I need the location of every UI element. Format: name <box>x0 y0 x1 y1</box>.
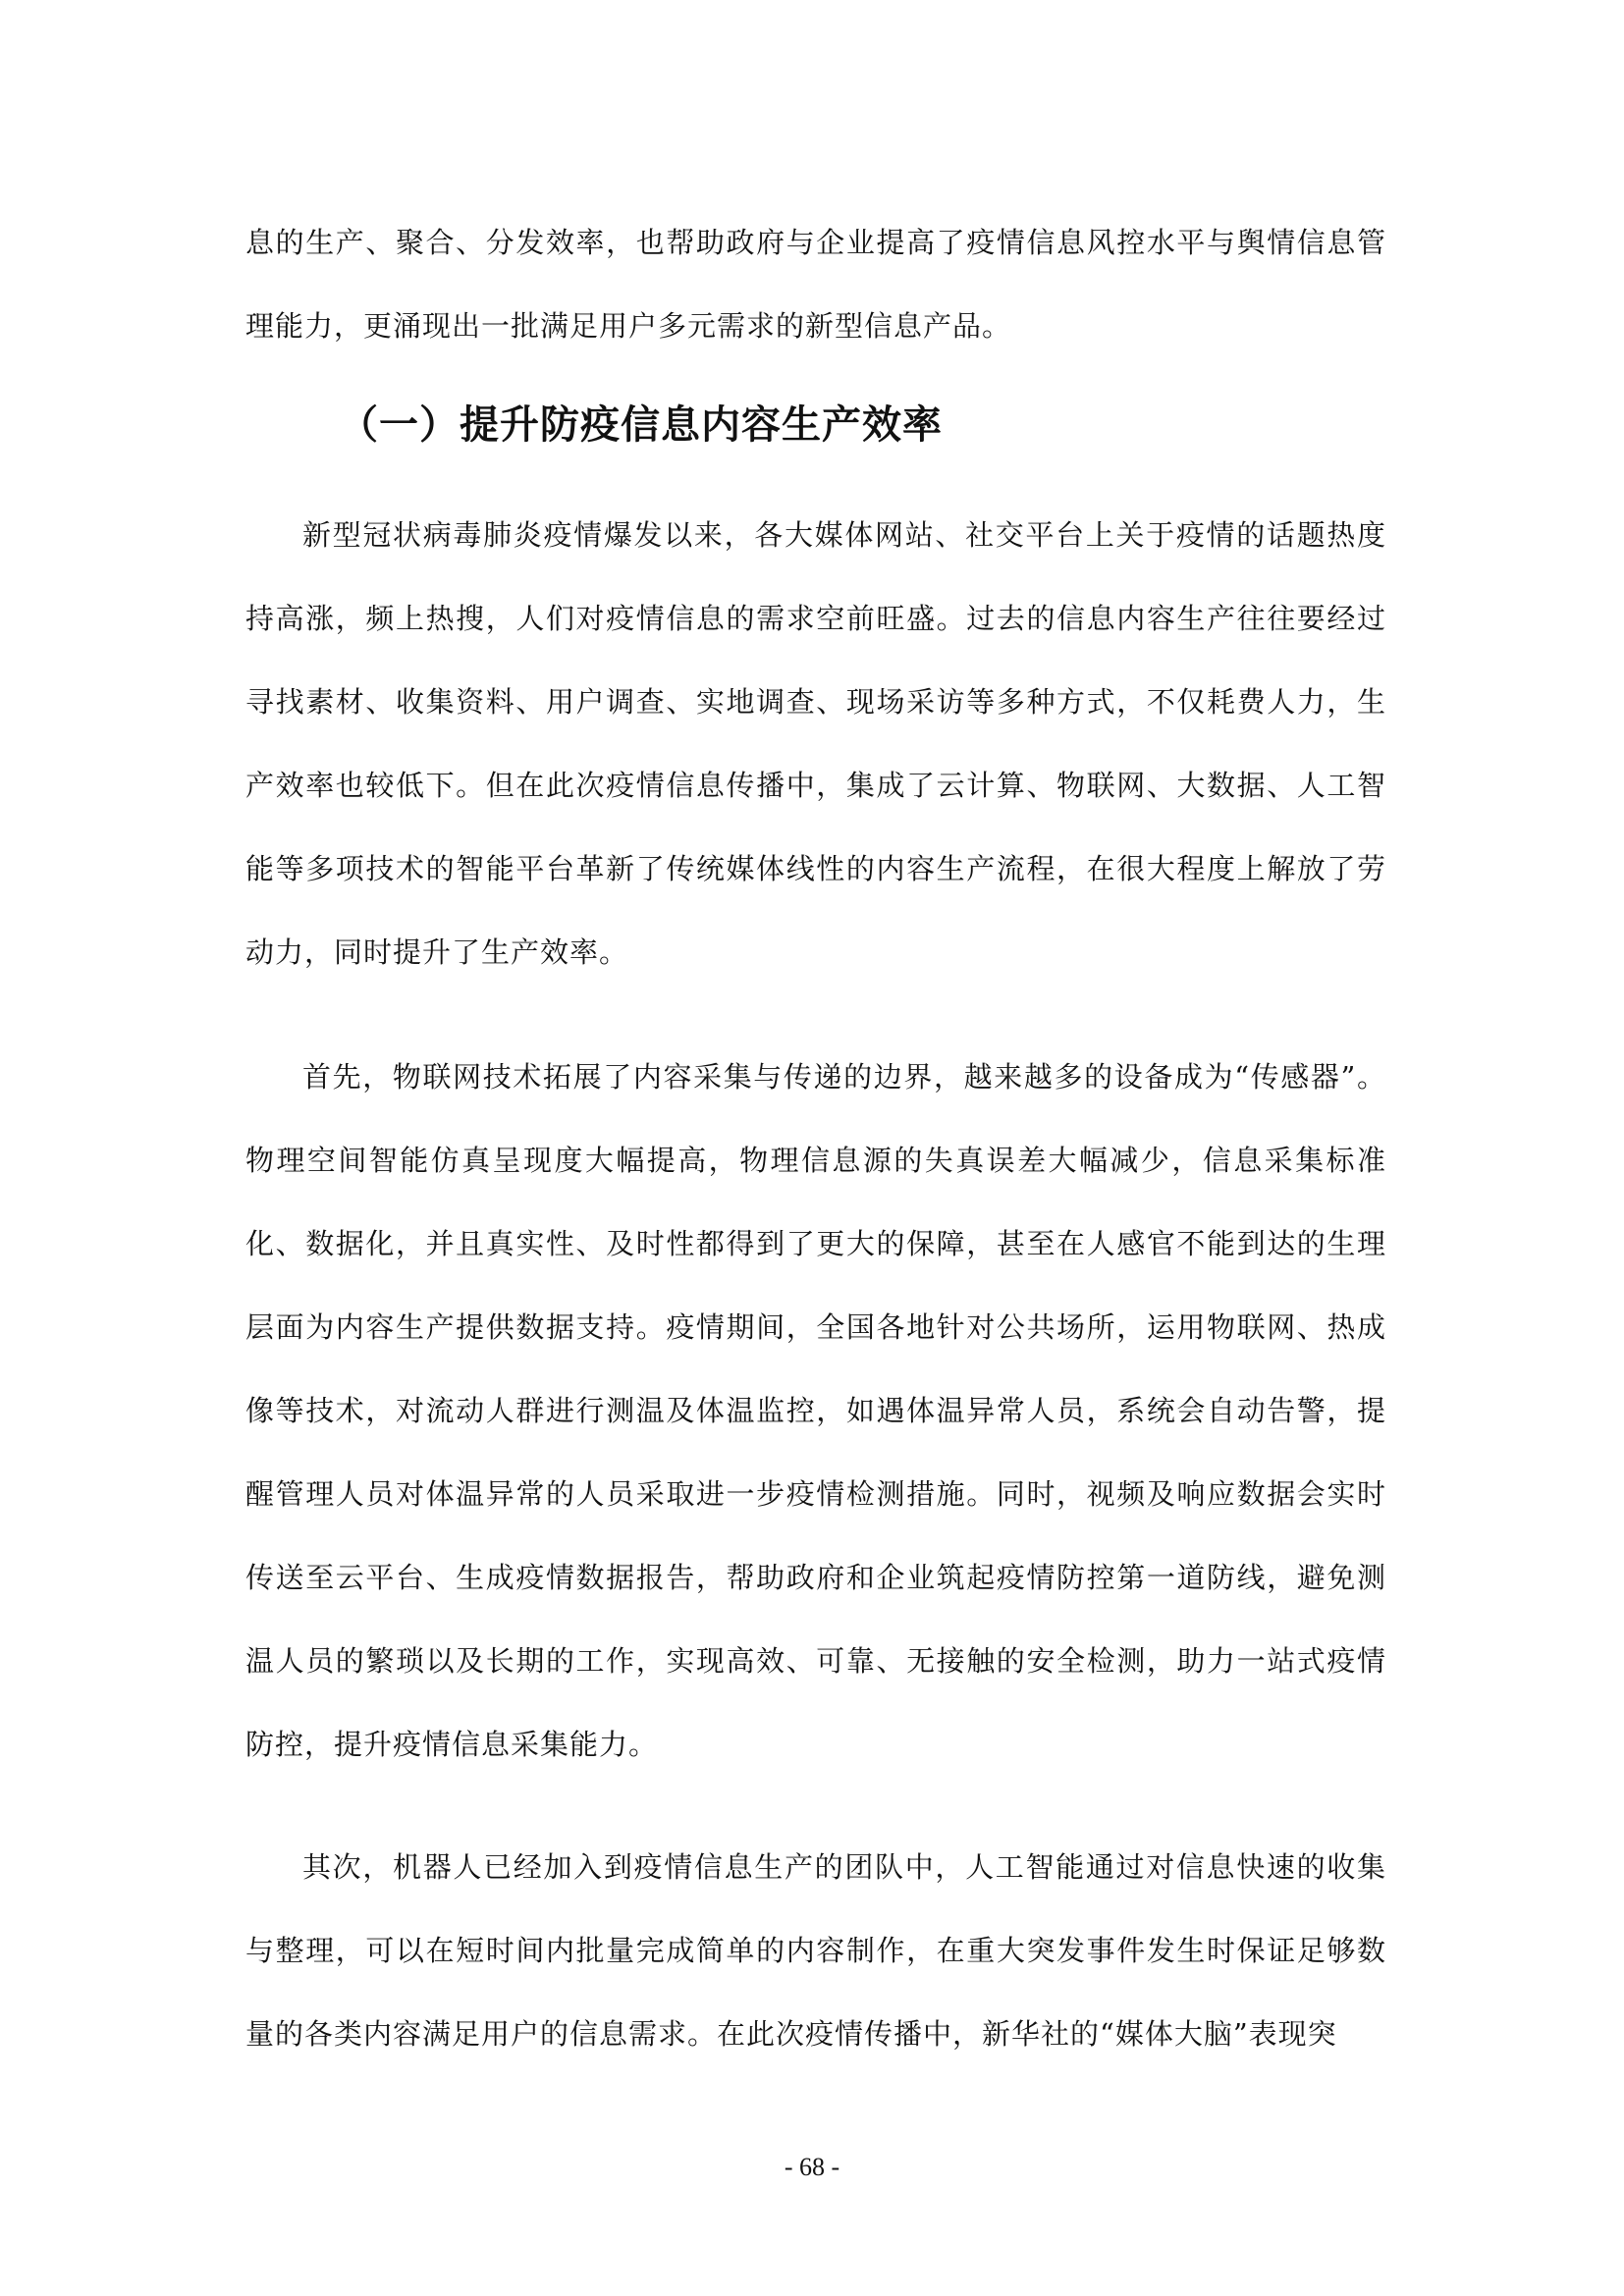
paragraph-robots: 其次，机器人已经加入到疫情信息生产的团队中，人工智能通过对信息快速的收集与整理，可以在短时间内批量完成简单的内容制作，在重大突发事件发生时保证足够数量的各类内容满足用户的信息需求。在此次疫情传播中，新华社的“媒体大脑”表现突 <box>245 1850 1386 2051</box>
section-heading: （一）提升防疫信息内容生产效率 <box>339 402 943 448</box>
paragraph-production-efficiency: 新型冠状病毒肺炎疫情爆发以来，各大媒体网站、社交平台上关于疫情的话题热度持高涨，频上热搜，人们对疫情信息的需求空前旺盛。过去的信息内容生产往往要经过寻找素材、收集资料、用户调查、实地调查、现场采访等多种方式，不仅耗费人力，生产效率也较低下。但在此次疫情信息传播中，集成了云计算、物联网、大数据、人工智能等多项技术的智能平台革新了传统媒体线性的内容生产流程，在很大程度上解放了劳动力，同时提升了生产效率。 <box>245 518 1386 969</box>
paragraph-continued: 息的生产、聚合、分发效率，也帮助政府与企业提高了疫情信息风控水平与舆情信息管理能力，更涌现出一批满足用户多元需求的新型信息产品。 <box>245 226 1386 343</box>
paragraph-iot: 首先，物联网技术拓展了内容采集与传递的边界，越来越多的设备成为“传感器”。物理空间智能仿真呈现度大幅提高，物理信息源的失真误差大幅减少，信息采集标准化、数据化，并且真实性、及时性都得到了更大的保障，甚至在人感官不能到达的生理层面为内容生产提供数据支持。疫情期间，全国各地针对公共场所，运用物联网、热成像等技术，对流动人群进行测温及体温监控，如遇体温异常人员，系统会自动告警，提醒管理人员对体温异常的人员采取进一步疫情检测措施。同时，视频及响应数据会实时传送至云平台、生成疫情数据报告，帮助政府和企业筑起疫情防控第一道防线，避免测温人员的繁琐以及长期的工作，实现高效、可靠、无接触的安全检测，助力一站式疫情防控，提升疫情信息采集能力。 <box>245 1060 1386 1761</box>
page-number: - 68 - <box>784 2153 840 2181</box>
